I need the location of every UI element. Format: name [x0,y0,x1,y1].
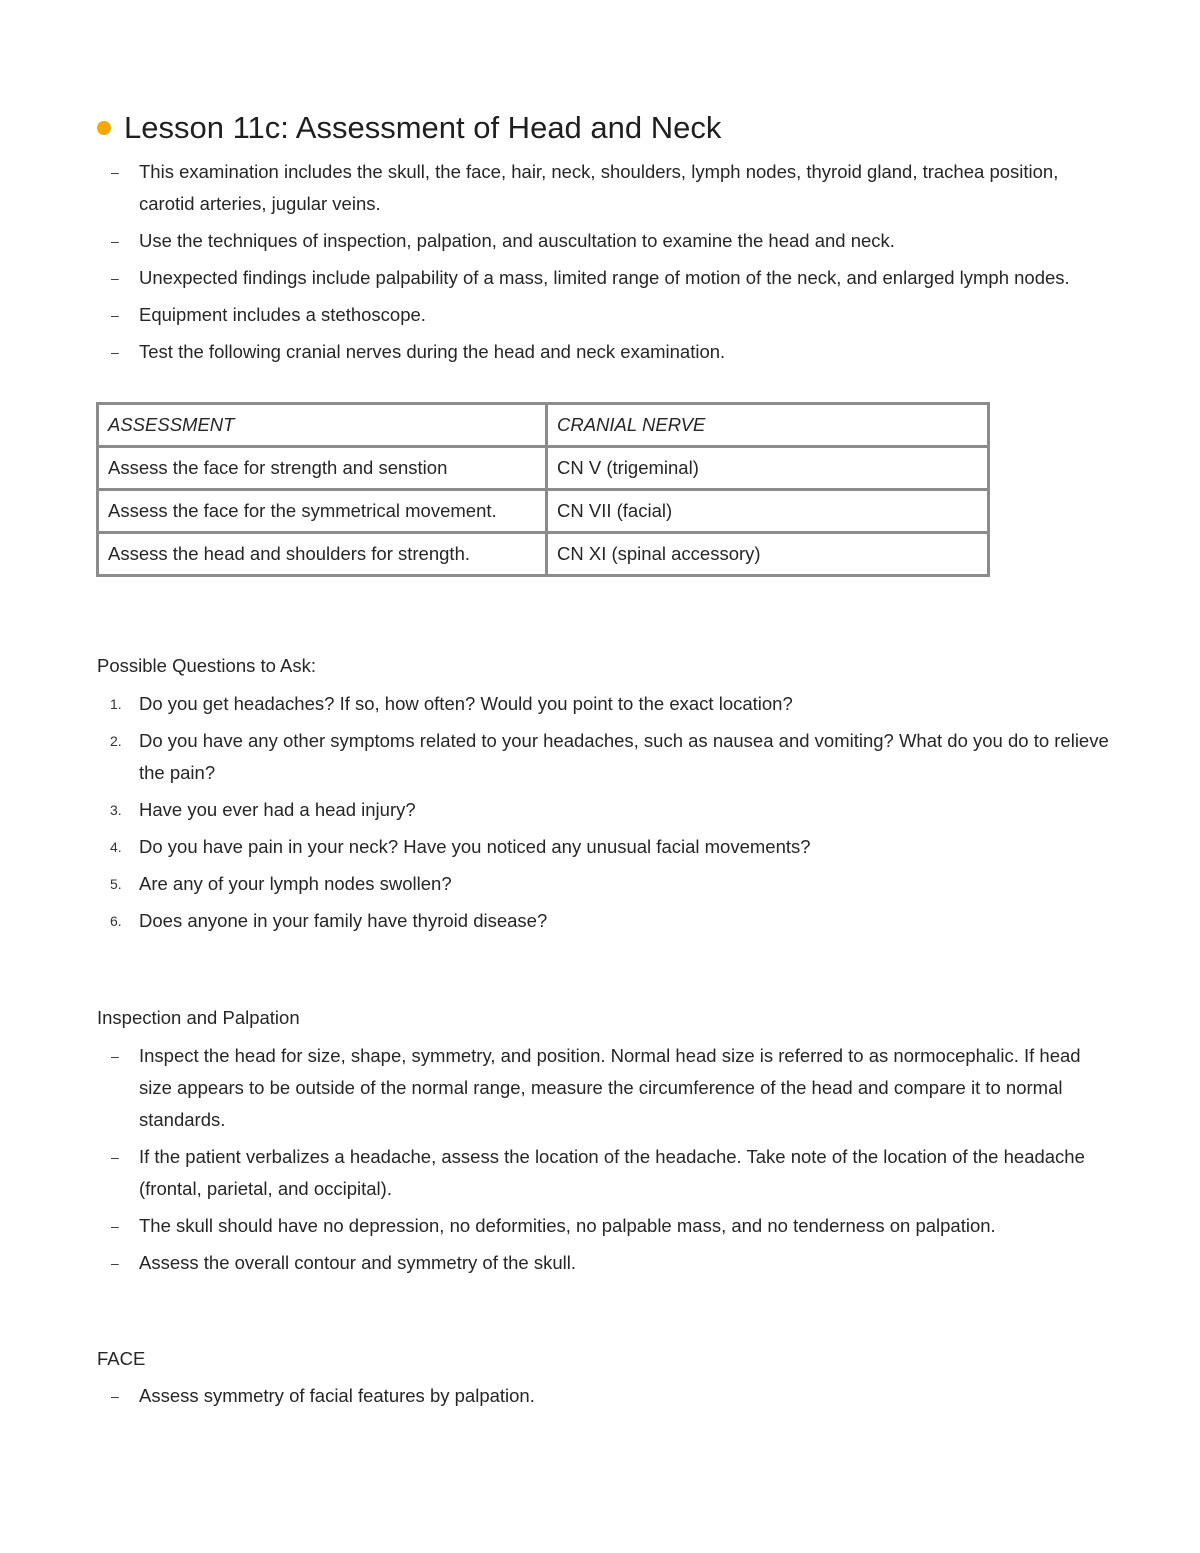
list-item-text: The skull should have no depression, no deformities, no palpable mass, and no tenderness on palpation. [139,1215,996,1236]
dash-marker: – [111,1149,119,1165]
list-number: 4. [110,839,122,855]
inspection-list [97,1040,1109,1284]
list-item-text: Equipment includes a stethoscope. [139,304,426,325]
list-number: 6. [110,913,122,929]
list-item [97,1380,1109,1412]
table-header-row [98,404,989,447]
dash-marker: – [111,164,119,180]
table-cell: Assess the head and shoulders for strength. [98,533,547,576]
list-item [97,688,1109,720]
list-item-text: Assess the overall contour and symmetry of the skull. [139,1252,576,1273]
list-item [97,1210,1109,1242]
list-item-text: Use the techniques of inspection, palpation, and auscultation to examine the head and neck. [139,230,895,251]
list-item [97,262,1109,294]
list-item [97,156,1109,220]
table-header-assessment: ASSESSMENT [98,404,547,447]
list-item-text: Unexpected findings include palpability of a mass, limited range of motion of the neck, and enlarged lymph nodes. [139,267,1070,288]
cranial-nerve-table [96,402,990,577]
list-item [97,725,1109,789]
list-item [97,1040,1109,1136]
dash-marker: – [111,1218,119,1234]
list-item-text: Are any of your lymph nodes swollen? [139,873,452,894]
list-item-text: Do you get headaches? If so, how often? Would you point to the exact location? [139,693,793,714]
list-item [97,794,1109,826]
table-row [98,447,989,490]
list-number: 5. [110,876,122,892]
table-cell: Assess the face for strength and senstion [98,447,547,490]
table-cell: CN VII (facial) [547,490,989,533]
dash-marker: – [111,307,119,323]
list-item [97,831,1109,863]
lesson-title [97,108,721,148]
table-cell: CN XI (spinal accessory) [547,533,989,576]
dash-marker: – [111,1048,119,1064]
list-item-text: If the patient verbalizes a headache, assess the location of the headache. Take note of the location of the headache (frontal, parietal, and occipital). [139,1146,1085,1199]
list-item-text: Inspect the head for size, shape, symmetry, and position. Normal head size is referred to as normocephalic. If head size appears to be outside of the normal range, measure the circumference of the head and compare it to normal standards. [139,1045,1081,1130]
dash-marker: – [111,233,119,249]
list-item [97,868,1109,900]
questions-heading: Possible Questions to Ask: [97,655,317,676]
list-item-text: This examination includes the skull, the face, hair, neck, shoulders, lymph nodes, thyroid gland, trachea position, carotid arteries, jugular veins. [139,161,1059,214]
face-list [97,1380,1109,1417]
list-item-text: Does anyone in your family have thyroid disease? [139,910,548,931]
questions-list [97,688,1109,942]
lesson-title-text: Lesson 11c: Assessment of Head and Neck [124,110,722,145]
dash-marker: – [111,270,119,286]
dash-marker: – [111,1388,119,1404]
inspection-heading: Inspection and Palpation [97,1007,300,1028]
dash-marker: – [111,1255,119,1271]
list-item [97,225,1109,257]
list-item-text: Do you have any other symptoms related to your headaches, such as nausea and vomiting? What do you do to relieve the pain? [139,730,1109,783]
list-number: 1. [110,696,122,712]
list-item-text: Do you have pain in your neck? Have you noticed any unusual facial movements? [139,836,811,857]
dash-marker: – [111,344,119,360]
intro-bullet-list [97,156,1109,373]
list-item-text: Test the following cranial nerves during the head and neck examination. [139,341,726,362]
bullet-dot-icon [97,121,111,135]
list-item [97,1141,1109,1205]
table-cell: CN V (trigeminal) [547,447,989,490]
list-item-text: Assess symmetry of facial features by palpation. [139,1385,535,1406]
table-header-cranial-nerve: CRANIAL NERVE [547,404,989,447]
table-row [98,533,989,576]
list-number: 3. [110,802,122,818]
list-item [97,905,1109,937]
face-heading: FACE [97,1348,146,1369]
list-number: 2. [110,733,122,749]
table-row [98,490,989,533]
list-item [97,1247,1109,1279]
list-item [97,336,1109,368]
table-cell: Assess the face for the symmetrical movement. [98,490,547,533]
list-item-text: Have you ever had a head injury? [139,799,416,820]
list-item [97,299,1109,331]
